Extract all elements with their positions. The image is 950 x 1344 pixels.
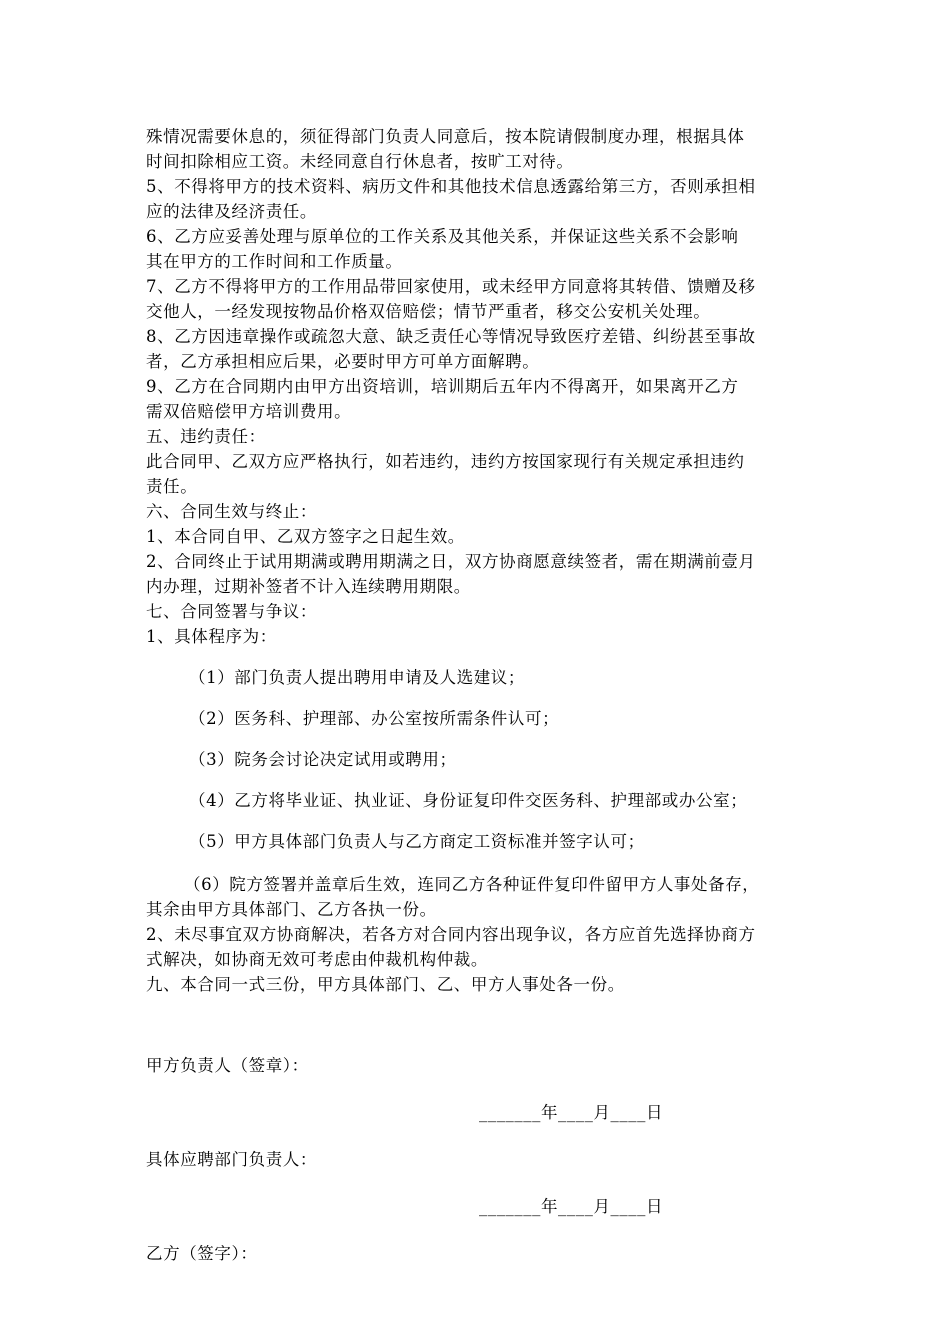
list-item: （6）院方签署并盖章后生效，连同乙方各种证件复印件留甲方人事处备存， <box>184 875 760 894</box>
text-line: 此合同甲、乙双方应严格执行，如若违约，违约方按国家现行有关规定承担违约 <box>146 452 745 471</box>
dept-head-signature-label: 具体应聘部门负责人： <box>146 1150 317 1169</box>
party-a-signature-label: 甲方负责人（签章）： <box>146 1056 309 1075</box>
clause-7: 7、乙方不得将甲方的工作用品带回家使用，或未经甲方同意将其转借、馈赠及移 <box>146 277 756 296</box>
text-line: 者，乙方承担相应后果，必要时甲方可单方面解聘。 <box>146 352 540 371</box>
document-page <box>146 124 814 1266</box>
date-blank: _______年____月____日 <box>479 1197 664 1216</box>
section-heading-signing: 七、合同签署与争议： <box>146 602 317 621</box>
clause-6: 6、乙方应妥善处理与原单位的工作关系及其他关系，并保证这些关系不会影响 <box>146 227 739 246</box>
text-line: 责任。 <box>146 477 198 496</box>
text-line: 内办理，过期补签者不计入连续聘用期限。 <box>146 577 471 596</box>
body-text <box>146 124 814 649</box>
text-line: 时间扣除相应工资。未经同意自行休息者，按旷工对待。 <box>146 152 574 171</box>
clause-8: 8、乙方因违章操作或疏忽大意、缺乏责任心等情况导致医疗差错、纠纷甚至事故 <box>146 327 756 346</box>
list-item: （1）部门负责人提出聘用申请及人选建议； <box>189 668 525 687</box>
clause-5: 5、不得将甲方的技术资料、病历文件和其他技术信息透露给第三方，否则承担相 <box>146 177 756 196</box>
list-item: （5）甲方具体部门负责人与乙方商定工资标准并签字认可； <box>189 832 645 851</box>
list-item: （2）医务科、护理部、办公室按所需条件认可； <box>189 709 560 728</box>
spacer <box>146 997 814 1053</box>
text-line: 2、合同终止于试用期满或聘用期满之日，双方协商愿意续签者，需在期满前壹月 <box>146 552 756 571</box>
text-line: 交他人，一经发现按物品价格双倍赔偿；情节严重者，移交公安机关处理。 <box>146 302 711 321</box>
text-line: 需双倍赔偿甲方培训费用。 <box>146 402 352 421</box>
text-line: 九、本合同一式三份，甲方具体部门、乙、甲方人事处各一份。 <box>146 975 625 994</box>
signature-block <box>146 1053 814 1266</box>
party-b-signature-label: 乙方（签字）： <box>146 1244 258 1263</box>
text-line: 其余由甲方具体部门、乙方各执一份。 <box>146 900 437 919</box>
procedure-list <box>146 665 814 854</box>
list-item: （4）乙方将毕业证、执业证、身份证复印件交医务科、护理部或办公室； <box>189 791 748 810</box>
text-line: 应的法律及经济责任。 <box>146 202 317 221</box>
list-item: （3）院务会讨论决定试用或聘用； <box>189 750 457 769</box>
section-heading-effect: 六、合同生效与终止： <box>146 502 317 521</box>
clause-9: 9、乙方在合同期内由甲方出资培训，培训期后五年内不得离开，如果离开乙方 <box>146 377 739 396</box>
date-blank: _______年____月____日 <box>479 1103 664 1122</box>
text-line: 殊情况需要休息的，须征得部门负责人同意后，按本院请假制度办理，根据具体 <box>146 127 745 146</box>
text-line: 式解决，如协商无效可考虑由仲裁机构仲裁。 <box>146 950 488 969</box>
text-line: 1、本合同自甲、乙双方签字之日起生效。 <box>146 527 465 546</box>
text-line: 1、具体程序为： <box>146 627 277 646</box>
text-line: 其在甲方的工作时间和工作质量。 <box>146 252 403 271</box>
section-heading-liability: 五、违约责任： <box>146 427 266 446</box>
text-line: 2、未尽事宜双方协商解决，若各方对合同内容出现争议，各方应首先选择协商方 <box>146 925 756 944</box>
